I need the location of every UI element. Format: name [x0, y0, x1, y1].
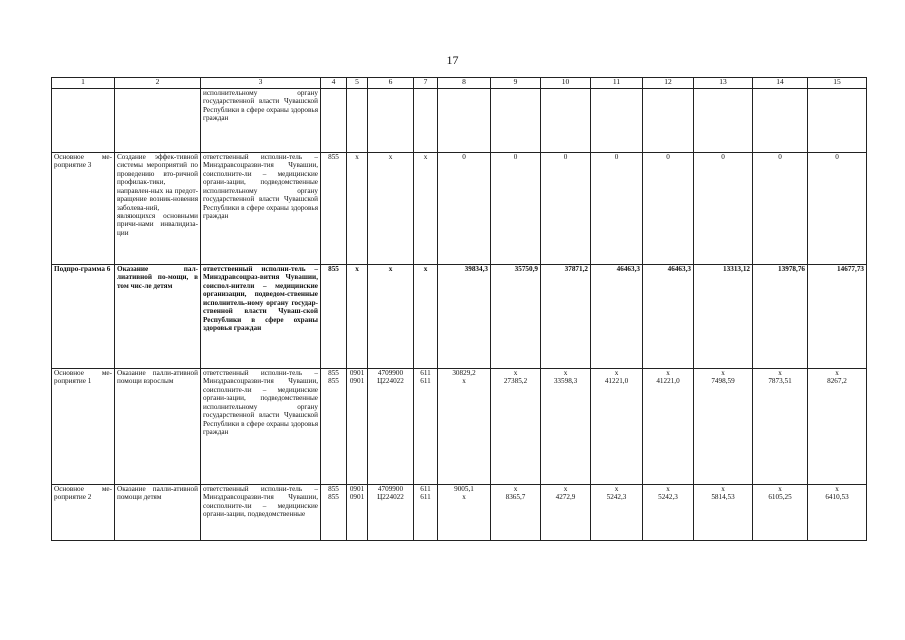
row-value-cell: x [347, 265, 368, 369]
row-executor-cell: ответственный исполни-тель – Минздравсоцраз-вития Чувашии, соиспол-нители – медицинские организации, подведом-ственные исполнитель-ному органу государ-ственной власти Чуваш-ской Республики в сфере охраны здоровья граждан [201, 265, 321, 369]
row-label-cell: Подпро-грамма 6 [52, 265, 115, 369]
row-value-cell: 0 [491, 153, 541, 265]
row-value-cell: x 41221,0 [591, 369, 643, 485]
row-value-cell: 13978,76 [753, 265, 808, 369]
column-header: 8 [438, 78, 491, 89]
table-row [52, 369, 867, 485]
row-value-cell: 30829,2 x [438, 369, 491, 485]
row-value-cell: x [368, 265, 414, 369]
row-value-cell: 35750,9 [491, 265, 541, 369]
row-value-cell: 37871,2 [541, 265, 591, 369]
row-value-cell: 39834,3 [438, 265, 491, 369]
row-value-cell: 0 [643, 153, 694, 265]
row-value-cell: 0 [753, 153, 808, 265]
row-value-cell: 13313,12 [694, 265, 753, 369]
row-value-cell: x [368, 153, 414, 265]
row-value-cell [368, 89, 414, 153]
row-value-cell [414, 89, 438, 153]
row-value-cell: 14677,73 [808, 265, 867, 369]
row-title-cell [115, 89, 201, 153]
row-label-cell [52, 89, 115, 153]
row-label-cell: Основное ме-роприятие 2 [52, 485, 115, 541]
row-value-cell: 0901 0901 [347, 369, 368, 485]
row-value-cell: x 33598,3 [541, 369, 591, 485]
row-value-cell: 855 [321, 153, 347, 265]
table-row [52, 153, 867, 265]
row-value-cell [808, 89, 867, 153]
budget-table [51, 77, 867, 541]
column-header: 5 [347, 78, 368, 89]
row-value-cell [753, 89, 808, 153]
row-value-cell: 855 [321, 265, 347, 369]
column-header: 14 [753, 78, 808, 89]
row-value-cell: 9005,1 x [438, 485, 491, 541]
row-value-cell: 0 [438, 153, 491, 265]
table-row [52, 89, 867, 153]
page-number: 17 [446, 53, 459, 67]
row-value-cell [438, 89, 491, 153]
row-executor-cell: ответственный исполни-тель – Минздравсоцразви-тия Чувашии, соисполните-ли – медицинские органи-зации, подведомственные исполнительному органу государственной власти Чувашской Республики в сфере охраны здоровья граждан [201, 369, 321, 485]
column-header: 9 [491, 78, 541, 89]
row-value-cell: 855 855 [321, 369, 347, 485]
row-value-cell: x [414, 265, 438, 369]
row-executor-cell: ответственный исполни-тель – Минздравсоцразви-тия Чувашии, соисполните-ли – медицинские органи-зации, подведомственные [201, 485, 321, 541]
row-executor-cell: ответственный исполни-тель – Минздравсоцразви-тия Чувашии, соисполните-ли – медицинские органи-зации, подведомственные исполнительному органу государственной власти Чувашской Республики в сфере охраны здоровья граждан [201, 153, 321, 265]
row-label-cell: Основное ме-роприятие 1 [52, 369, 115, 485]
column-header: 3 [201, 78, 321, 89]
column-header: 12 [643, 78, 694, 89]
column-header: 11 [591, 78, 643, 89]
row-value-cell: 0901 0901 [347, 485, 368, 541]
column-header: 10 [541, 78, 591, 89]
row-value-cell: x [347, 153, 368, 265]
column-header: 15 [808, 78, 867, 89]
row-value-cell [541, 89, 591, 153]
row-value-cell: x 5242,3 [643, 485, 694, 541]
row-value-cell [591, 89, 643, 153]
row-title-cell: Оказание пал-лиативной по-мощи, в том чис-ле детям [115, 265, 201, 369]
column-header: 6 [368, 78, 414, 89]
table-row [52, 485, 867, 541]
row-value-cell: x 41221,0 [643, 369, 694, 485]
row-value-cell [321, 89, 347, 153]
row-value-cell: 611 611 [414, 485, 438, 541]
column-header: 13 [694, 78, 753, 89]
row-value-cell [694, 89, 753, 153]
row-value-cell: 4709900 Ц224022 [368, 369, 414, 485]
row-value-cell: x 8365,7 [491, 485, 541, 541]
row-value-cell: 0 [808, 153, 867, 265]
row-value-cell: 611 611 [414, 369, 438, 485]
column-header: 4 [321, 78, 347, 89]
row-value-cell: x [414, 153, 438, 265]
row-value-cell [491, 89, 541, 153]
row-title-cell: Оказание палли-ативной помощи детям [115, 485, 201, 541]
row-value-cell: x 6410,53 [808, 485, 867, 541]
row-value-cell [347, 89, 368, 153]
row-executor-cell: исполнительному органу государственной власти Чувашской Республики в сфере охраны здоровья граждан [201, 89, 321, 153]
row-value-cell: x 8267,2 [808, 369, 867, 485]
row-value-cell: 46463,3 [643, 265, 694, 369]
row-value-cell: 855 855 [321, 485, 347, 541]
row-value-cell: 0 [591, 153, 643, 265]
row-label-cell: Основное ме-роприятие 3 [52, 153, 115, 265]
column-header: 1 [52, 78, 115, 89]
row-value-cell: x 27385,2 [491, 369, 541, 485]
column-header: 7 [414, 78, 438, 89]
row-value-cell: x 6105,25 [753, 485, 808, 541]
row-value-cell: x 7873,51 [753, 369, 808, 485]
row-title-cell: Создание эффек-тивной системы мероприятий по проведению вто-ричной профилак-тики, направлен-ных на предот-вращение возник-новения заболева-ний, являющихся основными причи-нами инвалидиза-ции [115, 153, 201, 265]
row-value-cell: 46463,3 [591, 265, 643, 369]
row-title-cell: Оказание палли-ативной помощи взрослым [115, 369, 201, 485]
row-value-cell: 0 [694, 153, 753, 265]
column-header: 2 [115, 78, 201, 89]
row-value-cell: 0 [541, 153, 591, 265]
row-value-cell: x 5242,3 [591, 485, 643, 541]
header-row [52, 78, 867, 89]
row-value-cell: x 5814,53 [694, 485, 753, 541]
row-value-cell: x 7498,59 [694, 369, 753, 485]
row-value-cell: x 4272,9 [541, 485, 591, 541]
row-value-cell [643, 89, 694, 153]
row-value-cell: 4709900 Ц224022 [368, 485, 414, 541]
table-row [52, 265, 867, 369]
